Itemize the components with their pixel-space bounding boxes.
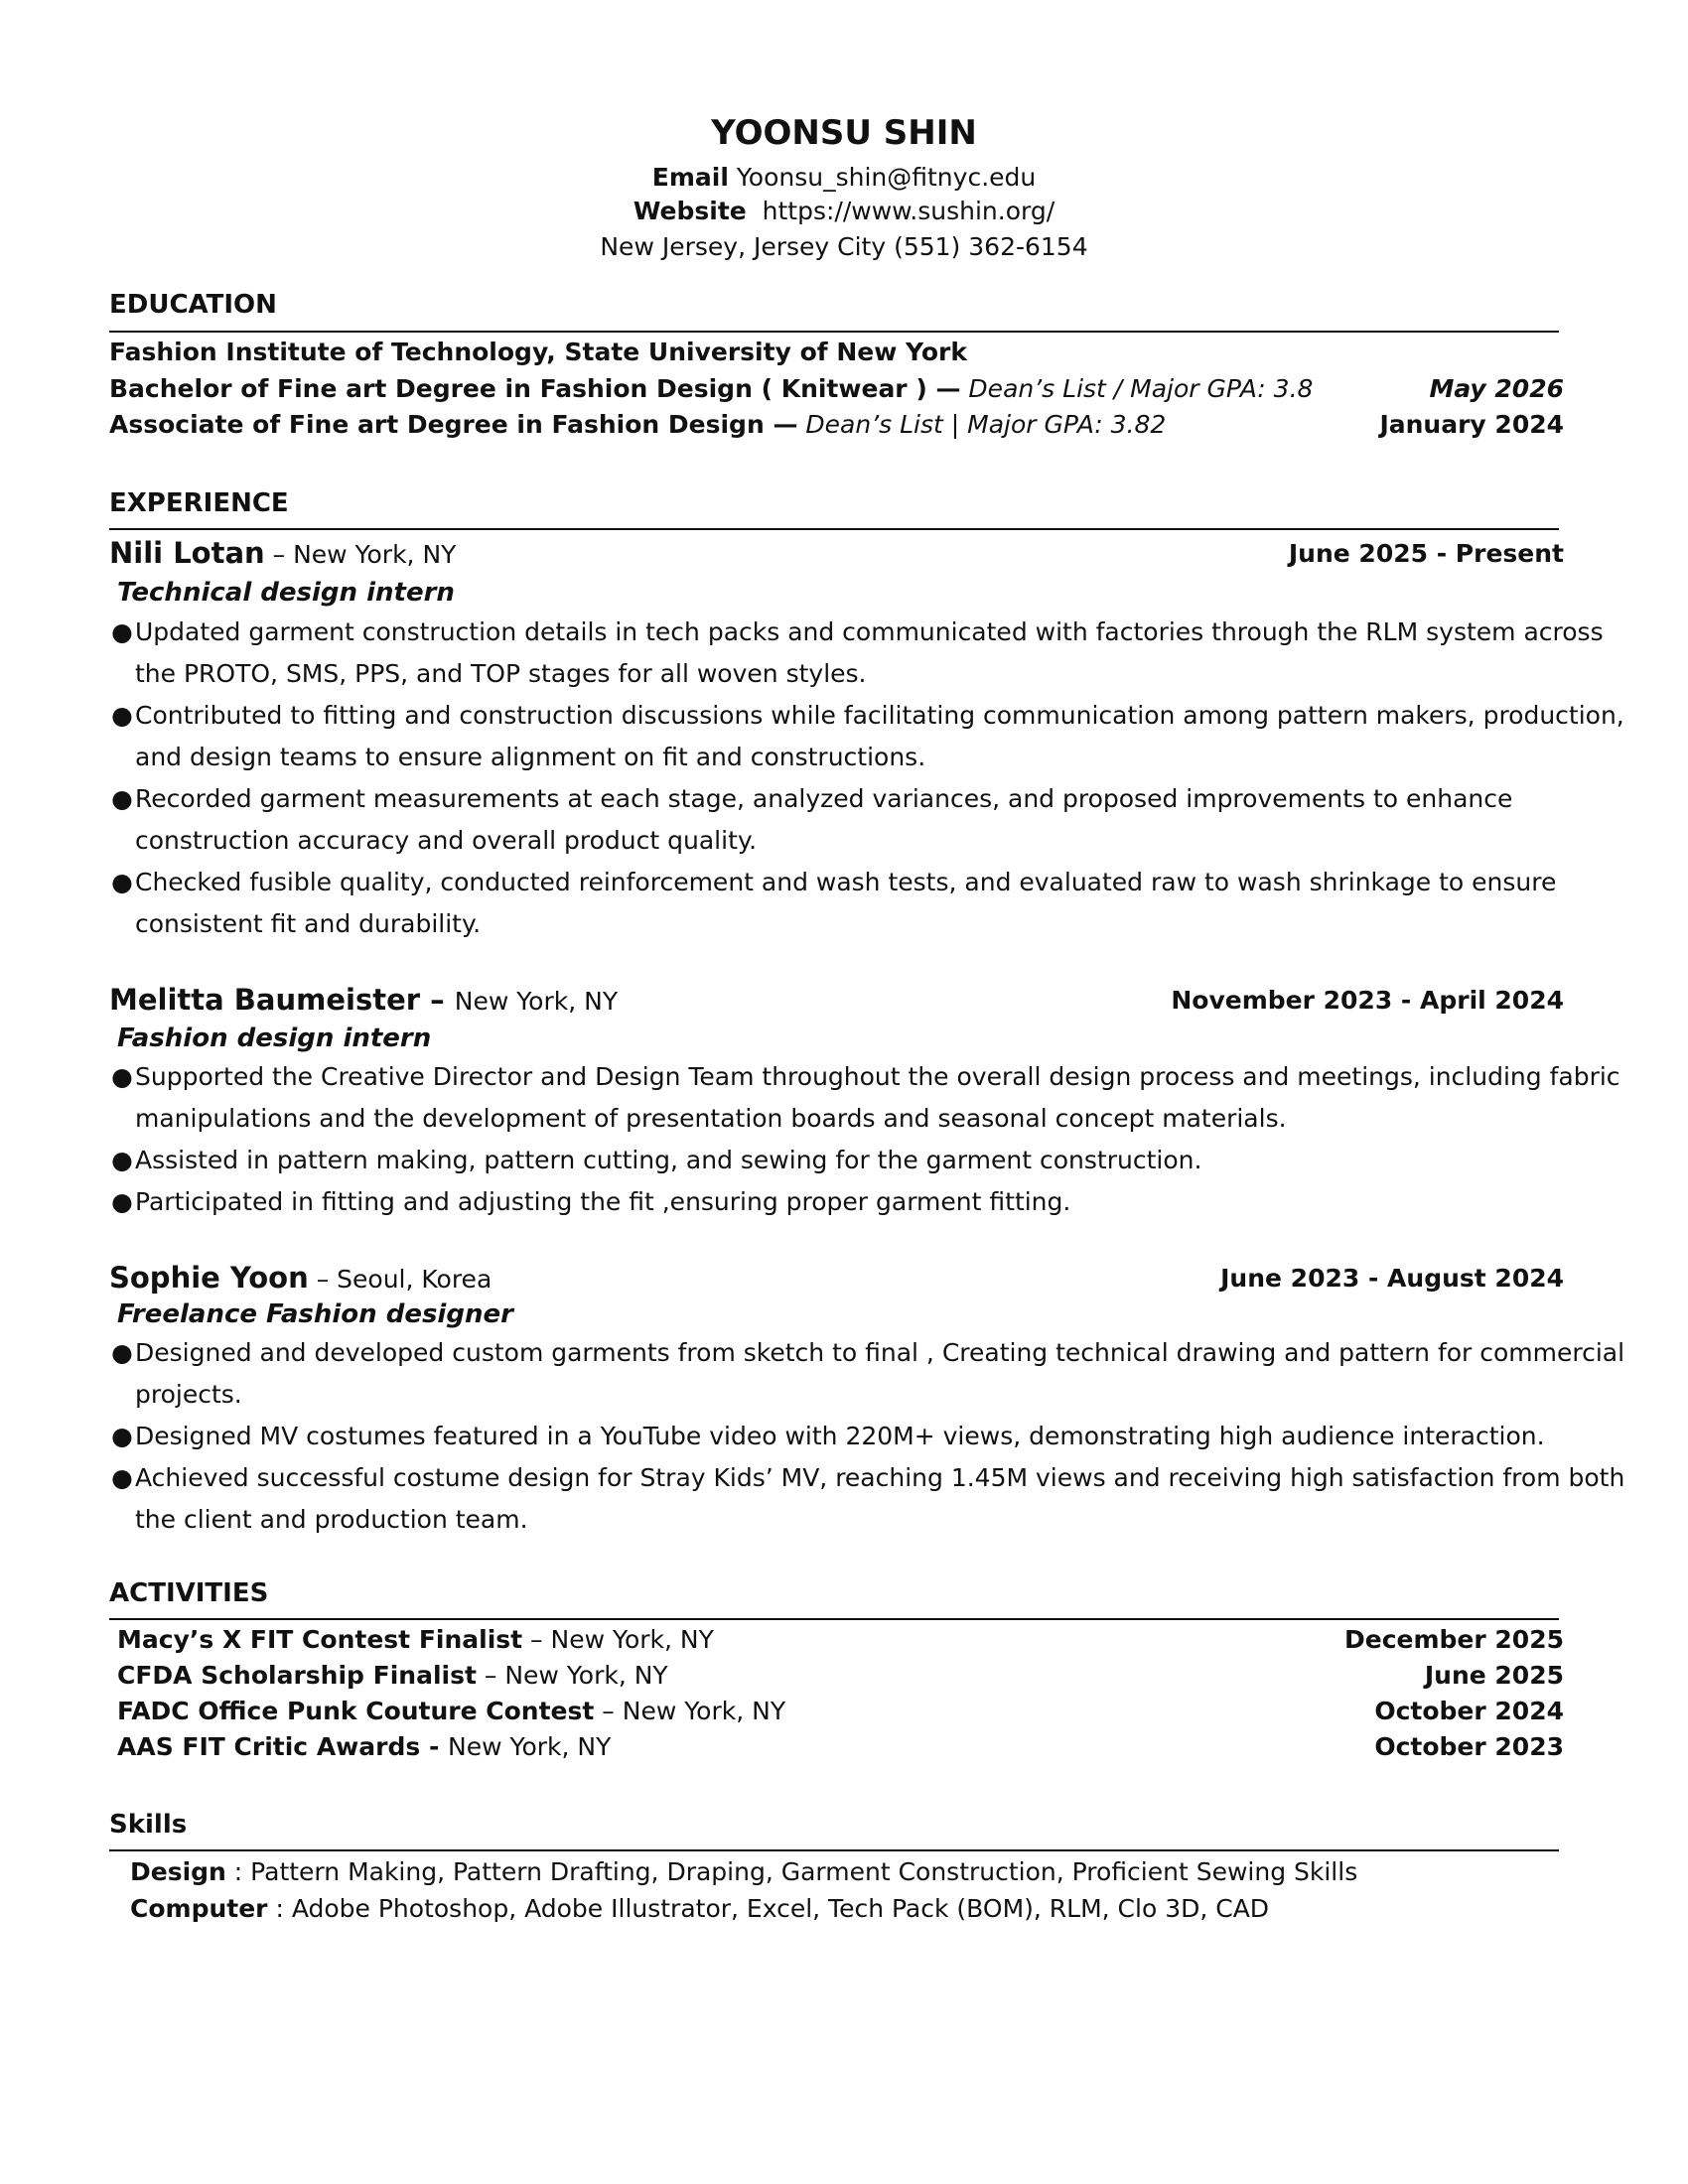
skill-value: : Pattern Making, Pattern Drafting, Draping, Garment Construction, Proficient Sewing Skills (225, 1857, 1358, 1886)
job-header (109, 983, 618, 1017)
activities-heading: ACTIVITIES (109, 1578, 269, 1608)
degree-associate (109, 410, 1166, 439)
activity-item (117, 1661, 668, 1690)
company-name: Sophie Yoon (109, 1261, 309, 1295)
activity-location: New York, NY (622, 1697, 786, 1725)
skill-label: Computer (130, 1894, 268, 1923)
activity-title: Macy’s X FIT Contest Finalist (117, 1625, 523, 1654)
bullet-continuation: the PROTO, SMS, PPS, and TOP stages for all woven styles. (135, 659, 867, 688)
bullet-icon: ● (111, 1187, 133, 1216)
degree-title: Associate of Fine art Degree in Fashion Design — (109, 410, 798, 439)
activity-date: October 2024 (1374, 1697, 1564, 1725)
list-item (111, 695, 1624, 737)
skills-heading: Skills (109, 1810, 188, 1840)
degree-note: Dean’s List / Major GPA: 3.8 (960, 374, 1314, 403)
bullet-icon: ● (111, 1338, 133, 1367)
bullet-continuation: manipulations and the development of presentation boards and seasonal concept materials. (135, 1104, 1287, 1133)
bullet-list (111, 1056, 1620, 1223)
list-item (111, 1457, 1624, 1499)
degree-note: Dean’s List | Major GPA: 3.82 (797, 410, 1167, 439)
job-dates: June 2023 - August 2024 (1220, 1264, 1564, 1293)
list-item (111, 1332, 1624, 1374)
job-role: Freelance Fashion designer (117, 1299, 513, 1329)
email-address[interactable]: Yoonsu_shin@fitnyc.edu (736, 163, 1037, 192)
bullet-text: Checked fusible quality, conducted reinforcement and wash tests, and evaluated raw to wash shrinkage to ensure (135, 868, 1557, 896)
separator: – (476, 1661, 505, 1690)
bullet-list (111, 612, 1624, 945)
separator: – (522, 1625, 551, 1654)
separator: - (428, 1732, 449, 1761)
company-name: Melitta Baumeister (109, 983, 421, 1017)
list-item (111, 612, 1624, 653)
skill-value: : Adobe Photoshop, Adobe Illustrator, Excel, Tech Pack (BOM), RLM, Clo 3D, CAD (267, 1894, 1270, 1923)
candidate-name: YOONSU SHIN (711, 113, 977, 153)
bullet-continuation: the client and production team. (135, 1505, 528, 1534)
list-item (111, 1416, 1624, 1457)
activity-item (117, 1732, 611, 1761)
activity-date: December 2025 (1344, 1625, 1564, 1654)
activity-date: October 2023 (1374, 1732, 1564, 1761)
bullet-icon: ● (111, 617, 133, 646)
job-role: Fashion design intern (117, 1024, 432, 1053)
job-location: New York, NY (454, 987, 619, 1016)
list-item (111, 1140, 1620, 1181)
bullet-icon: ● (111, 701, 133, 730)
bullet-text: Updated garment construction details in tech packs and communicated with factories through the RLM system across (135, 617, 1604, 646)
bullet-continuation: consistent fit and durability. (135, 909, 482, 938)
bullet-continuation: construction accuracy and overall product quality. (135, 826, 758, 855)
activity-location: New York, NY (550, 1625, 714, 1654)
job-role: Technical design intern (117, 578, 455, 608)
separator: – (420, 983, 455, 1017)
list-item (111, 862, 1624, 903)
job-dates: November 2023 - April 2024 (1171, 986, 1564, 1015)
bullet-text: Participated in fitting and adjusting the fit ,ensuring proper garment fitting. (135, 1187, 1071, 1216)
bullet-continuation: and design teams to ensure alignment on fit and constructions. (135, 743, 926, 771)
bullet-text: Contributed to fitting and construction discussions while facilitating communication among pattern makers, production, (135, 701, 1624, 730)
job-location: Seoul, Korea (337, 1265, 492, 1294)
skill-row-design (130, 1857, 1357, 1886)
activity-location: New York, NY (448, 1732, 612, 1761)
activity-title: AAS FIT Critic Awards (117, 1732, 429, 1761)
activity-item (117, 1697, 785, 1725)
separator: – (308, 1265, 338, 1294)
bullet-text: Assisted in pattern making, pattern cutting, and sewing for the garment construction. (135, 1146, 1202, 1174)
website-line (0, 197, 1688, 225)
activity-title: CFDA Scholarship Finalist (117, 1661, 477, 1690)
education-divider (109, 331, 1559, 333)
bullet-text: Supported the Creative Director and Design Team throughout the overall design process and meetings, including fabric (135, 1062, 1620, 1091)
email-line (0, 163, 1688, 192)
degree-date: January 2024 (1379, 410, 1564, 439)
experience-heading: EXPERIENCE (109, 488, 289, 518)
bullet-icon: ● (111, 1146, 133, 1174)
activity-title: FADC Office Punk Couture Contest (117, 1697, 595, 1725)
activities-divider (109, 1618, 1559, 1620)
skill-label: Design (130, 1857, 226, 1886)
experience-divider (109, 528, 1559, 530)
list-item (111, 1056, 1620, 1098)
bullet-text: Achieved successful costume design for Stray Kids’ MV, reaching 1.45M views and receiving high satisfaction from both (135, 1463, 1625, 1492)
job-dates: June 2025 - Present (1288, 539, 1564, 568)
bullet-continuation: projects. (135, 1380, 242, 1409)
separator: – (264, 540, 294, 569)
education-heading: EDUCATION (109, 290, 277, 320)
degree-title: Bachelor of Fine art Degree in Fashion Design ( Knitwear ) — (109, 374, 961, 403)
company-name: Nili Lotan (109, 536, 265, 570)
website-link[interactable]: https://www.sushin.org/ (762, 197, 1055, 225)
email-label: Email (651, 163, 729, 192)
degree-bachelor (109, 374, 1313, 403)
bullet-text: Recorded garment measurements at each stage, analyzed variances, and proposed improvements to enhance (135, 784, 1513, 813)
job-location: New York, NY (293, 540, 457, 569)
school-name: Fashion Institute of Technology, State University of New York (109, 338, 967, 366)
bullet-text: Designed and developed custom garments from sketch to final , Creating technical drawing and pattern for commercial (135, 1338, 1625, 1367)
job-header (109, 1261, 492, 1295)
bullet-icon: ● (111, 1422, 133, 1450)
bullet-icon: ● (111, 784, 133, 813)
activity-date: June 2025 (1424, 1661, 1564, 1690)
website-label: Website (633, 197, 747, 225)
activity-item (117, 1625, 714, 1654)
bullet-icon: ● (111, 868, 133, 896)
bullet-icon: ● (111, 1062, 133, 1091)
list-item (111, 778, 1624, 820)
degree-date: May 2026 (1429, 374, 1564, 403)
separator: – (594, 1697, 623, 1725)
location-phone: New Jersey, Jersey City (551) 362-6154 (600, 232, 1088, 261)
job-header (109, 536, 456, 570)
list-item (111, 1181, 1620, 1223)
bullet-icon: ● (111, 1463, 133, 1492)
activity-location: New York, NY (504, 1661, 668, 1690)
skills-divider (109, 1849, 1559, 1851)
skill-row-computer (130, 1894, 1269, 1923)
bullet-list (111, 1332, 1624, 1541)
bullet-text: Designed MV costumes featured in a YouTube video with 220M+ views, demonstrating high audience interaction. (135, 1422, 1545, 1450)
